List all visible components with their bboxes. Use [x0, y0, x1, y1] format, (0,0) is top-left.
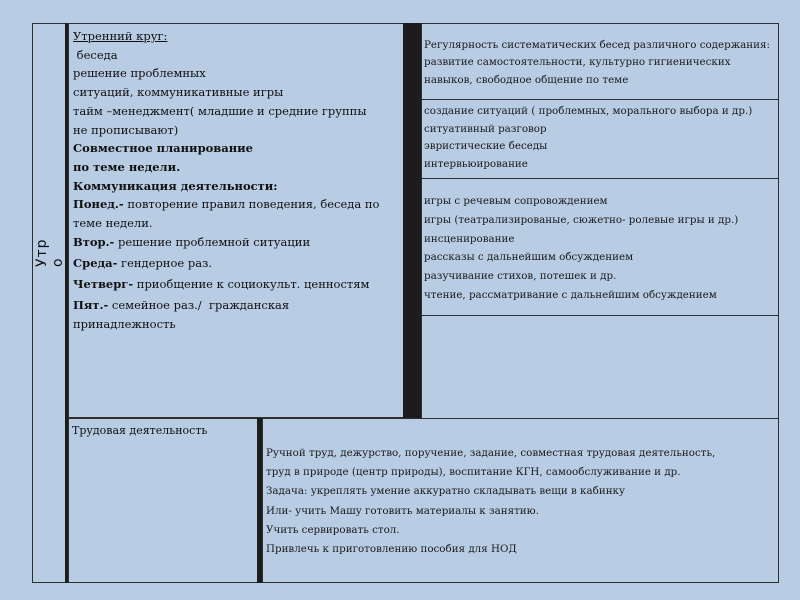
text-line: интервьюирование — [424, 158, 528, 171]
day-label: Пят.- — [73, 297, 109, 312]
morning-block — [73, 27, 408, 333]
day-row — [73, 195, 408, 214]
text-line: эвристические беседы — [424, 140, 548, 153]
side-label-text: Утр о — [34, 238, 66, 267]
day-text: решение проблемной ситуации — [114, 234, 311, 249]
day-row — [73, 296, 408, 315]
text-line: Ручной труд, дежурство, поручение, задание, совместная трудовая деятельность, — [266, 447, 716, 459]
day-row — [73, 315, 408, 334]
morning-item: ситуаций, коммуникативные игры — [73, 85, 284, 100]
text-line: игры с речевым сопровождением — [424, 195, 608, 207]
day-label: Понед.- — [73, 197, 124, 212]
text-line: Учить сервировать стол. — [266, 523, 400, 536]
morning-item: беседа — [73, 47, 118, 62]
right-cell-4 — [421, 315, 779, 419]
planning-heading: Совместное планирование — [73, 141, 253, 156]
day-row — [73, 254, 408, 273]
text-line: Регулярность систематических бесед различного содержания: — [424, 39, 770, 51]
side-label — [32, 195, 72, 315]
day-row — [73, 275, 408, 294]
day-text: семейное раз./ гражданская — [108, 297, 290, 312]
labor-text — [266, 444, 778, 559]
day-text: повторение правил поведения, беседа по — [123, 197, 380, 212]
day-label: Среда- — [73, 256, 118, 271]
labor-title-cell — [68, 418, 258, 583]
right-cell-1-text — [424, 37, 778, 89]
planning-subheading: по теме недели. — [73, 159, 181, 174]
text-line: ситуативный разговор — [424, 122, 547, 135]
text-line: чтение, рассматривание с дальнейшим обсуждением — [424, 288, 717, 301]
day-label: Втор.- — [73, 234, 115, 249]
text-line: создание ситуаций ( проблемных, морального выбора и др.) — [424, 105, 753, 117]
day-label: Четверг- — [73, 277, 134, 292]
day-text: принадлежность — [73, 316, 176, 331]
day-row — [73, 233, 408, 252]
right-cell-2-text — [424, 103, 778, 174]
text-line: труд в природе (центр природы), воспитание КГН, самообслуживание и др. — [266, 466, 681, 479]
communication-heading: Коммуникация деятельности: — [73, 178, 278, 193]
day-text: гендерное раз. — [117, 256, 213, 271]
text-line: навыков, свободное общение по теме — [424, 73, 629, 86]
text-line: Привлечь к приготовлению пособия для НОД — [266, 543, 517, 556]
text-line: Или- учить Машу готовить материалы к занятию. — [266, 504, 539, 517]
text-line: рассказы с дальнейшим обсуждением — [424, 251, 634, 264]
text-line: игры (театрализированые, сюжетно- ролевые игры и др.) — [424, 213, 739, 226]
morning-item: тайм –менеджмент( младшие и средние группы — [73, 103, 367, 118]
morning-title: Утренний круг: — [73, 29, 168, 43]
day-row — [73, 214, 408, 233]
day-text: приобщение к социокульт. ценностям — [133, 277, 370, 292]
text-line: разучивание стихов, потешек и др. — [424, 270, 617, 283]
text-line: инсценирование — [424, 232, 515, 245]
morning-item: решение проблемных — [73, 66, 206, 81]
text-line: развитие самостоятельности, культурно гигиенических — [424, 56, 731, 69]
day-text: теме недели. — [73, 216, 153, 231]
text-line: Задача: укреплять умение аккуратно складывать вещи в кабинку — [266, 485, 626, 498]
labor-title: Трудовая деятельность — [72, 424, 208, 437]
right-cell-3-text — [424, 192, 778, 305]
morning-item: не прописывают) — [73, 122, 179, 137]
